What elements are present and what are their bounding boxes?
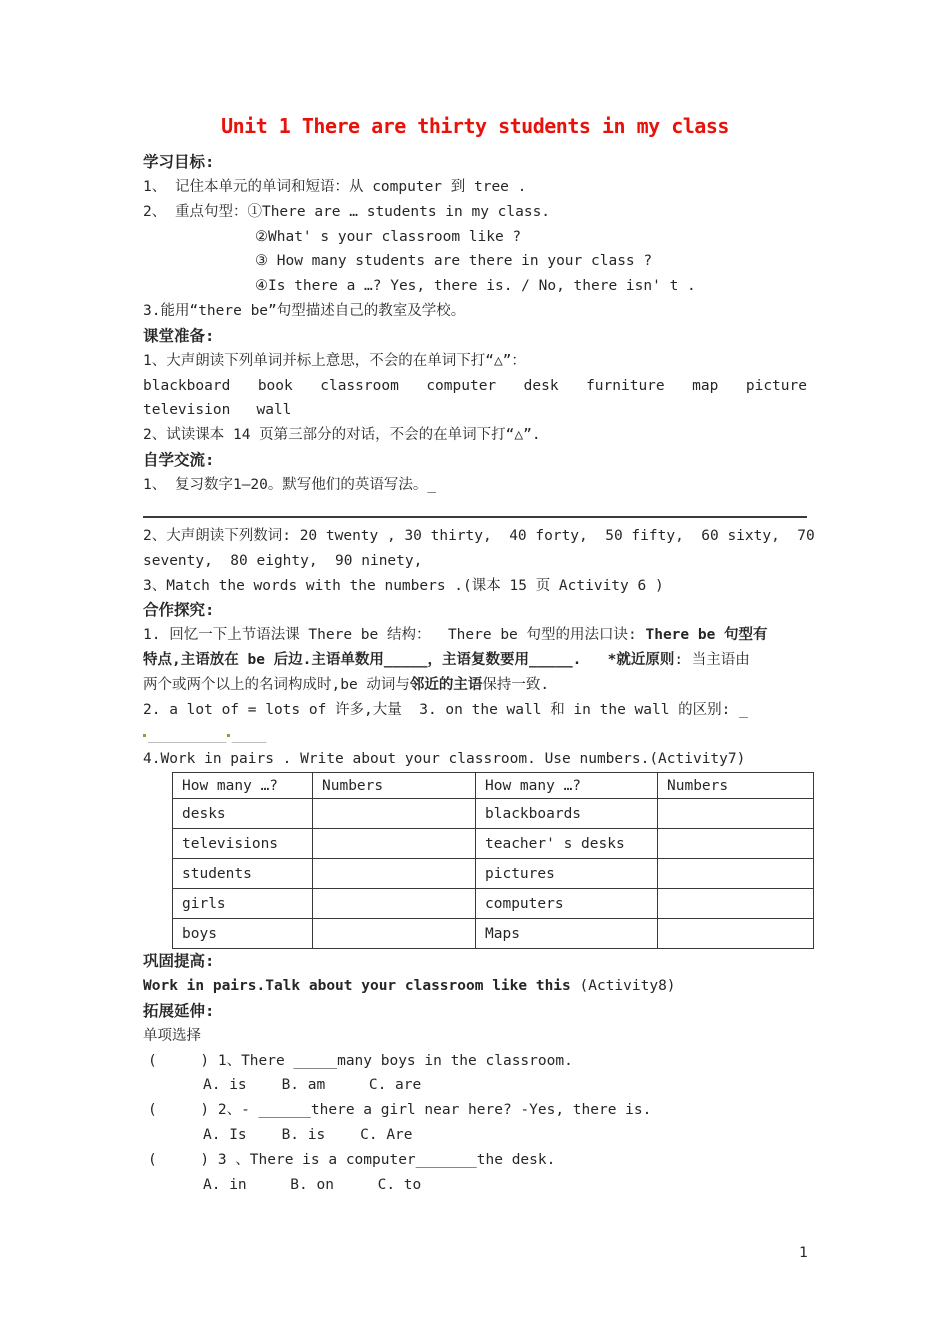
word-item: picture (745, 377, 807, 394)
table-row (173, 799, 814, 829)
table-cell (658, 889, 814, 919)
consolidate-line (143, 974, 807, 999)
word-list-row (143, 374, 807, 399)
table-cell: boys (173, 919, 313, 949)
coop-line-2-tail: : 当主语由 (674, 652, 750, 669)
word-item: map (692, 377, 719, 394)
table-cell (313, 829, 476, 859)
table-cell: teacher' s desks (476, 829, 658, 859)
goal-line-6: 3.能用“there be”句型描述自己的教室及学校。 (143, 303, 466, 320)
answer-blank-segment-1: _________ (143, 727, 227, 743)
page-title: Unit 1 There are thirty students in my class (221, 114, 729, 138)
answer-blank-line (143, 723, 807, 748)
word-item: book (257, 377, 293, 394)
table-cell: students (173, 859, 313, 889)
coop-line-3 (143, 673, 807, 698)
selfstudy-line-1: 1、 复习数字1—20。默写他们的英语写法。_ (143, 476, 437, 493)
question-2: ( ) 2、- ______there a girl near here? -Yes, there is. (148, 1102, 652, 1119)
coop-line-2-bold: 特点,主语放在 be 后边.主语单数用_____，主语复数要用_____. (143, 652, 582, 669)
goal-line-4: ③ How many students are there in your class ? (255, 253, 653, 270)
selfstudy-line-3: seventy, 80 eighty, 90 ninety, (143, 552, 423, 569)
table-cell (658, 859, 814, 889)
heading-class-prep: 课堂准备: (143, 326, 215, 345)
selfstudy-line-4: 3、Match the words with the numbers .(课本 15 页 Activity 6 ) (143, 577, 664, 594)
table-cell: girls (173, 889, 313, 919)
table-cell: blackboards (476, 799, 658, 829)
table-header-cell: Numbers (658, 773, 814, 799)
table-header-cell: Numbers (313, 773, 476, 799)
coop-line-4: 2. a lot of = lots of 许多,大量 3. on the wall 和 in the wall 的区别: _ (143, 701, 748, 718)
table-cell (313, 889, 476, 919)
options-2: A. Is B. is C. Are (203, 1127, 413, 1144)
word-list-row-2: television wall (143, 402, 292, 419)
coop-line-1 (143, 623, 807, 648)
worksheet-content (143, 108, 815, 1198)
table-header-row (173, 773, 814, 799)
coop-line-2-spacer (581, 652, 607, 668)
table-row (173, 919, 814, 949)
table-header-cell: How many …? (476, 773, 658, 799)
word-item: classroom (320, 377, 399, 394)
table-cell: televisions (173, 829, 313, 859)
table-row (173, 829, 814, 859)
divider-line (143, 516, 807, 518)
heading-consolidate: 巩固提高: (143, 952, 215, 971)
coop-line-2-bold2: *就近原则 (607, 652, 675, 669)
page-number: 1 (799, 1245, 808, 1261)
table-cell (313, 799, 476, 829)
goal-line-2: 2、 重点句型：①There are … students in my class. (143, 203, 551, 220)
word-item: blackboard (143, 377, 231, 394)
table-cell: desks (173, 799, 313, 829)
table-row (173, 859, 814, 889)
word-item: computer (426, 377, 497, 394)
options-3: A. in B. on C. to (203, 1176, 422, 1193)
consolidate-line-normal: (Activity8) (579, 978, 676, 995)
heading-extension: 拓展延伸: (143, 1001, 215, 1020)
table-cell: Maps (476, 919, 658, 949)
heading-learning-goals: 学习目标: (143, 153, 215, 171)
coop-line-3-bold: 邻近的主语 (409, 676, 483, 693)
goal-line-1: 1、 记住本单元的单词和短语：从 computer 到 tree . (143, 178, 527, 195)
goal-line-5: ④Is there a …? Yes, there is. / No, there isn' t . (255, 278, 696, 295)
coop-line-3-normal: 两个或两个以上的名词构成时,be 动词与 (143, 676, 410, 693)
coop-line-1-normal: 1. 回忆一下上节语法课 There be 结构： There be 句型的用法口诀: (143, 627, 646, 644)
table-cell: computers (476, 889, 658, 919)
table-cell: pictures (476, 859, 658, 889)
table-row (173, 889, 814, 919)
table-cell (658, 829, 814, 859)
coop-line-6: 4.Work in pairs . Write about your classroom. Use numbers.(Activity7) (143, 751, 746, 768)
selfstudy-line-2: 2、大声朗读下列数词: 20 twenty , 30 thirty, 40 forty, 50 fifty, 60 sixty, 70 (143, 527, 815, 544)
coop-line-1-bold: There be 句型有 (645, 627, 768, 644)
extension-subheading: 单项选择 (143, 1027, 201, 1044)
prep-line-2: 2、试读课本 14 页第三部分的对话，不会的在单词下打“△”. (143, 427, 541, 444)
question-3: ( ) 3 、There is a computer_______the desk. (148, 1152, 556, 1168)
heading-self-study: 自学交流: (143, 451, 215, 470)
table-header-cell: How many …? (173, 773, 313, 799)
table-cell (658, 799, 814, 829)
table-cell (313, 859, 476, 889)
heading-cooperative-inquiry: 合作探究: (143, 601, 215, 620)
question-1: ( ) 1、There _____many boys in the classroom. (148, 1052, 573, 1069)
coop-line-3-tail: 保持一致. (482, 676, 550, 693)
answer-blank-segment-2: ____ (227, 727, 267, 743)
word-item: furniture (586, 377, 665, 394)
goal-line-3: ②What' s your classroom like ? (255, 228, 522, 245)
classroom-count-table (172, 772, 814, 949)
coop-line-2 (143, 648, 807, 673)
word-item: desk (523, 377, 559, 394)
table-cell (658, 919, 814, 949)
table-cell (313, 919, 476, 949)
consolidate-line-bold: Work in pairs.Talk about your classroom like this (143, 978, 580, 995)
options-1: A. is B. am C. are (203, 1077, 422, 1094)
prep-line-1: 1、大声朗读下列单词并标上意思，不会的在单词下打“△”： (143, 352, 526, 369)
